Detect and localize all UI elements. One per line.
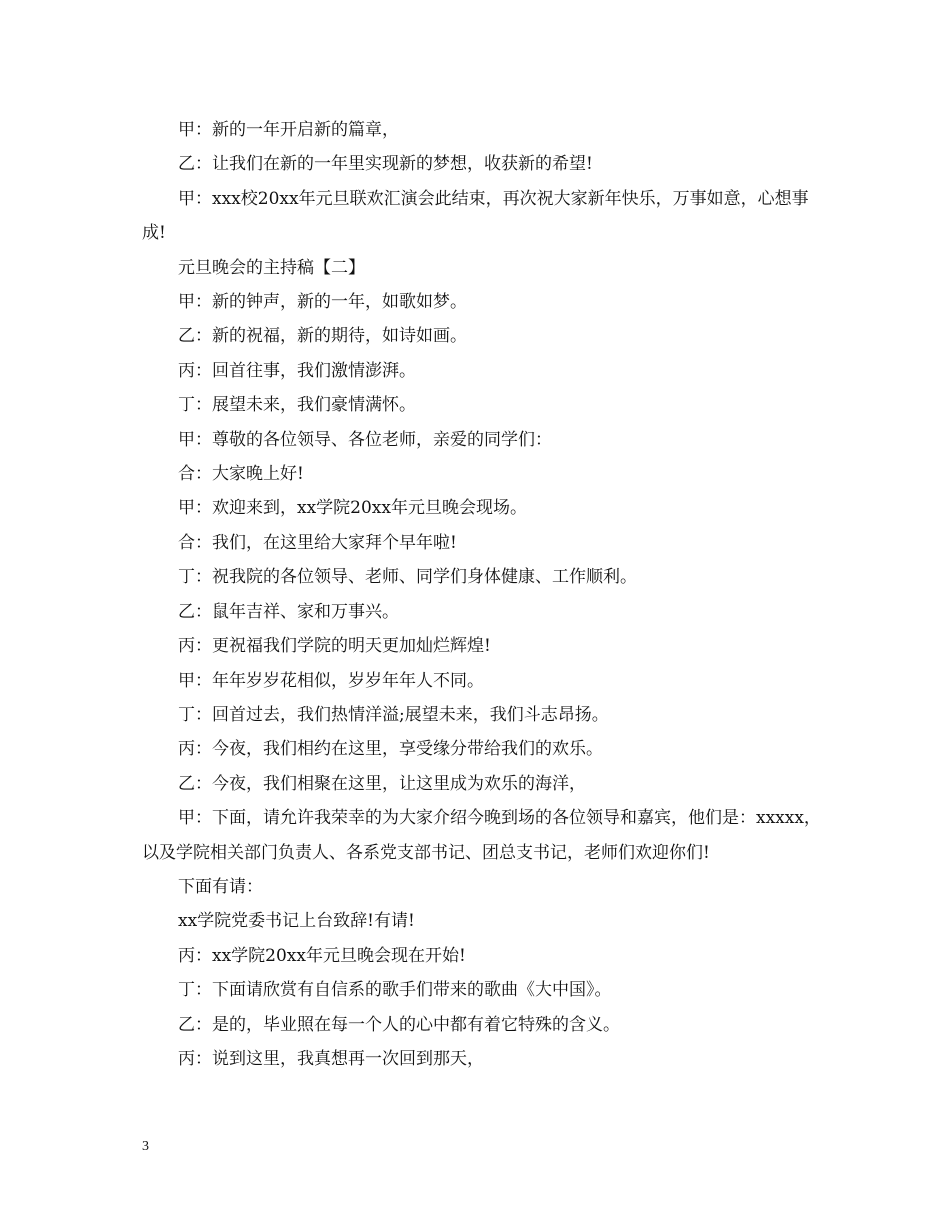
paragraph: 乙：鼠年吉祥、家和万事兴。: [178, 601, 399, 622]
paragraph: 丁：回首过去，我们热情洋溢;展望未来，我们斗志昂扬。: [178, 704, 609, 725]
paragraph: 乙：新的祝福，新的期待，如诗如画。: [178, 326, 467, 347]
paragraph: 丙：更祝福我们学院的明天更加灿烂辉煌!: [178, 636, 491, 657]
section-heading: 元旦晚会的主持稿【二】: [178, 257, 365, 278]
paragraph: 丙：xx学院20xx年元旦晚会现在开始!: [178, 945, 466, 966]
paragraph: 丁：下面请欣赏有自信系的歌手们带来的歌曲《大中国》。: [178, 980, 612, 1001]
paragraph: 乙：今夜，我们相聚在这里，让这里成为欢乐的海洋，: [178, 773, 586, 794]
paragraph: 甲：xxx校20xx年元旦联欢汇演会此结束，再次祝大家新年快乐，万事如意，心想事成!: [142, 188, 809, 244]
paragraph: 下面有请：: [178, 876, 263, 897]
paragraph: 丙：回首往事，我们激情澎湃。: [178, 360, 416, 381]
page-number: 3: [142, 1139, 149, 1154]
paragraph: xx学院党委书记上台致辞!有请!: [178, 911, 415, 932]
paragraph: 甲：新的钟声，新的一年，如歌如梦。: [178, 292, 467, 313]
paragraph: 甲：年年岁岁花相似，岁岁年年人不同。: [178, 670, 484, 691]
paragraph: 丙：今夜，我们相约在这里，享受缘分带给我们的欢乐。: [178, 739, 603, 760]
paragraph: 丁：展望未来，我们豪情满怀。: [178, 395, 416, 416]
paragraph: 甲：新的一年开启新的篇章，: [178, 120, 399, 140]
paragraph: 甲：下面，请允许我荣幸的为大家介绍今晚到场的各位领导和嘉宾，他们是：xxxxx，以及学院相关部门负责人、各系党支部书记、团总支书记，老师们欢迎你们!: [142, 808, 821, 863]
document-body: [142, 113, 822, 1076]
paragraph: 合：我们，在这里给大家拜个早年啦!: [178, 532, 457, 553]
paragraph: 丁：祝我院的各位领导、老师、同学们身体健康、工作顺利。: [178, 567, 637, 588]
paragraph: 合：大家晚上好!: [178, 464, 304, 485]
paragraph: 乙：让我们在新的一年里实现新的梦想，收获新的希望!: [178, 154, 593, 175]
paragraph: 乙：是的，毕业照在每一个人的心中都有着它特殊的含义。: [178, 1014, 620, 1035]
paragraph: 丙：说到这里，我真想再一次回到那天，: [178, 1048, 484, 1069]
paragraph: 甲：欢迎来到，xx学院20xx年元旦晚会现场。: [178, 498, 527, 519]
paragraph: 甲：尊敬的各位领导、各位老师，亲爱的同学们：: [178, 429, 552, 450]
